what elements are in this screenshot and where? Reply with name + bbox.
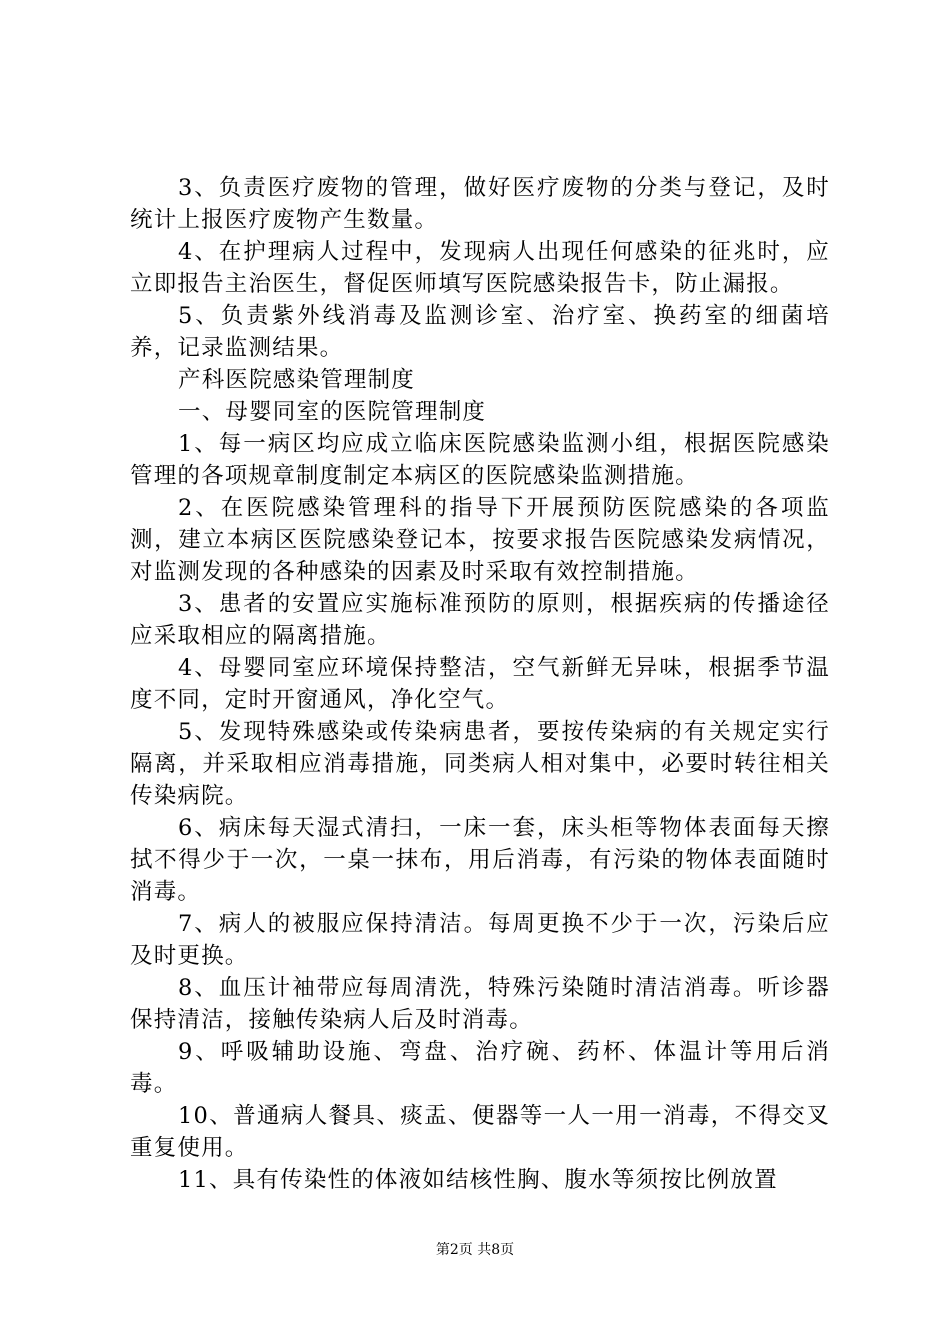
paragraph-item-8: 8、血压计袖带应每周清洗，特殊污染随时清洁消毒。听诊器保持清洁，接触传染病人后及时消毒。	[130, 975, 830, 1033]
paragraph-uv-disinfection: 5、负责紫外线消毒及监测诊室、治疗室、换药室的细菌培养，记录监测结果。	[130, 303, 830, 361]
page-footer	[0, 1240, 950, 1260]
page-number: 第2页 共8页	[435, 1242, 515, 1258]
paragraph-item-7: 7、病人的被服应保持清洁。每周更换不少于一次，污染后应及时更换。	[130, 911, 830, 969]
paragraph-item-5: 5、发现特殊感染或传染病患者，要按传染病的有关规定实行隔离，并采取相应消毒措施，同类病人相对集中，必要时转往相关传染病院。	[130, 719, 830, 809]
paragraph-item-10: 10、普通病人餐具、痰盂、便器等一人一用一消毒，不得交叉重复使用。	[130, 1103, 830, 1161]
paragraph-item-4: 4、母婴同室应环境保持整洁，空气新鲜无异味，根据季节温度不同，定时开窗通风，净化空气。	[130, 655, 830, 713]
paragraph-item-1: 1、每一病区均应成立临床医院感染监测小组，根据医院感染管理的各项规章制度制定本病区的医院感染监测措施。	[130, 431, 830, 489]
paragraph-item-2: 2、在医院感染管理科的指导下开展预防医院感染的各项监测，建立本病区医院感染登记本，按要求报告医院感染发病情况，对监测发现的各种感染的因素及时采取有效控制措施。	[130, 495, 830, 585]
section-title: 产科医院感染管理制度	[178, 367, 416, 393]
document-body	[130, 172, 830, 1196]
paragraph-infection-report: 4、在护理病人过程中，发现病人出现任何感染的征兆时，应立即报告主治医生，督促医师填写医院感染报告卡，防止漏报。	[130, 239, 830, 297]
paragraph-item-11: 11、具有传染性的体液如结核性胸、腹水等须按比例放置	[178, 1167, 778, 1193]
paragraph-item-3: 3、患者的安置应实施标准预防的原则，根据疾病的传播途径应采取相应的隔离措施。	[130, 591, 830, 649]
paragraph-item-9: 9、呼吸辅助设施、弯盘、治疗碗、药杯、体温计等用后消毒。	[130, 1039, 830, 1097]
subsection-title: 一、母婴同室的医院管理制度	[178, 399, 487, 425]
paragraph-item-6: 6、病床每天湿式清扫，一床一套，床头柜等物体表面每天擦拭不得少于一次，一桌一抹布，用后消毒，有污染的物体表面随时消毒。	[130, 815, 830, 905]
paragraph-waste-management: 3、负责医疗废物的管理，做好医疗废物的分类与登记，及时统计上报医疗废物产生数量。	[130, 175, 830, 233]
